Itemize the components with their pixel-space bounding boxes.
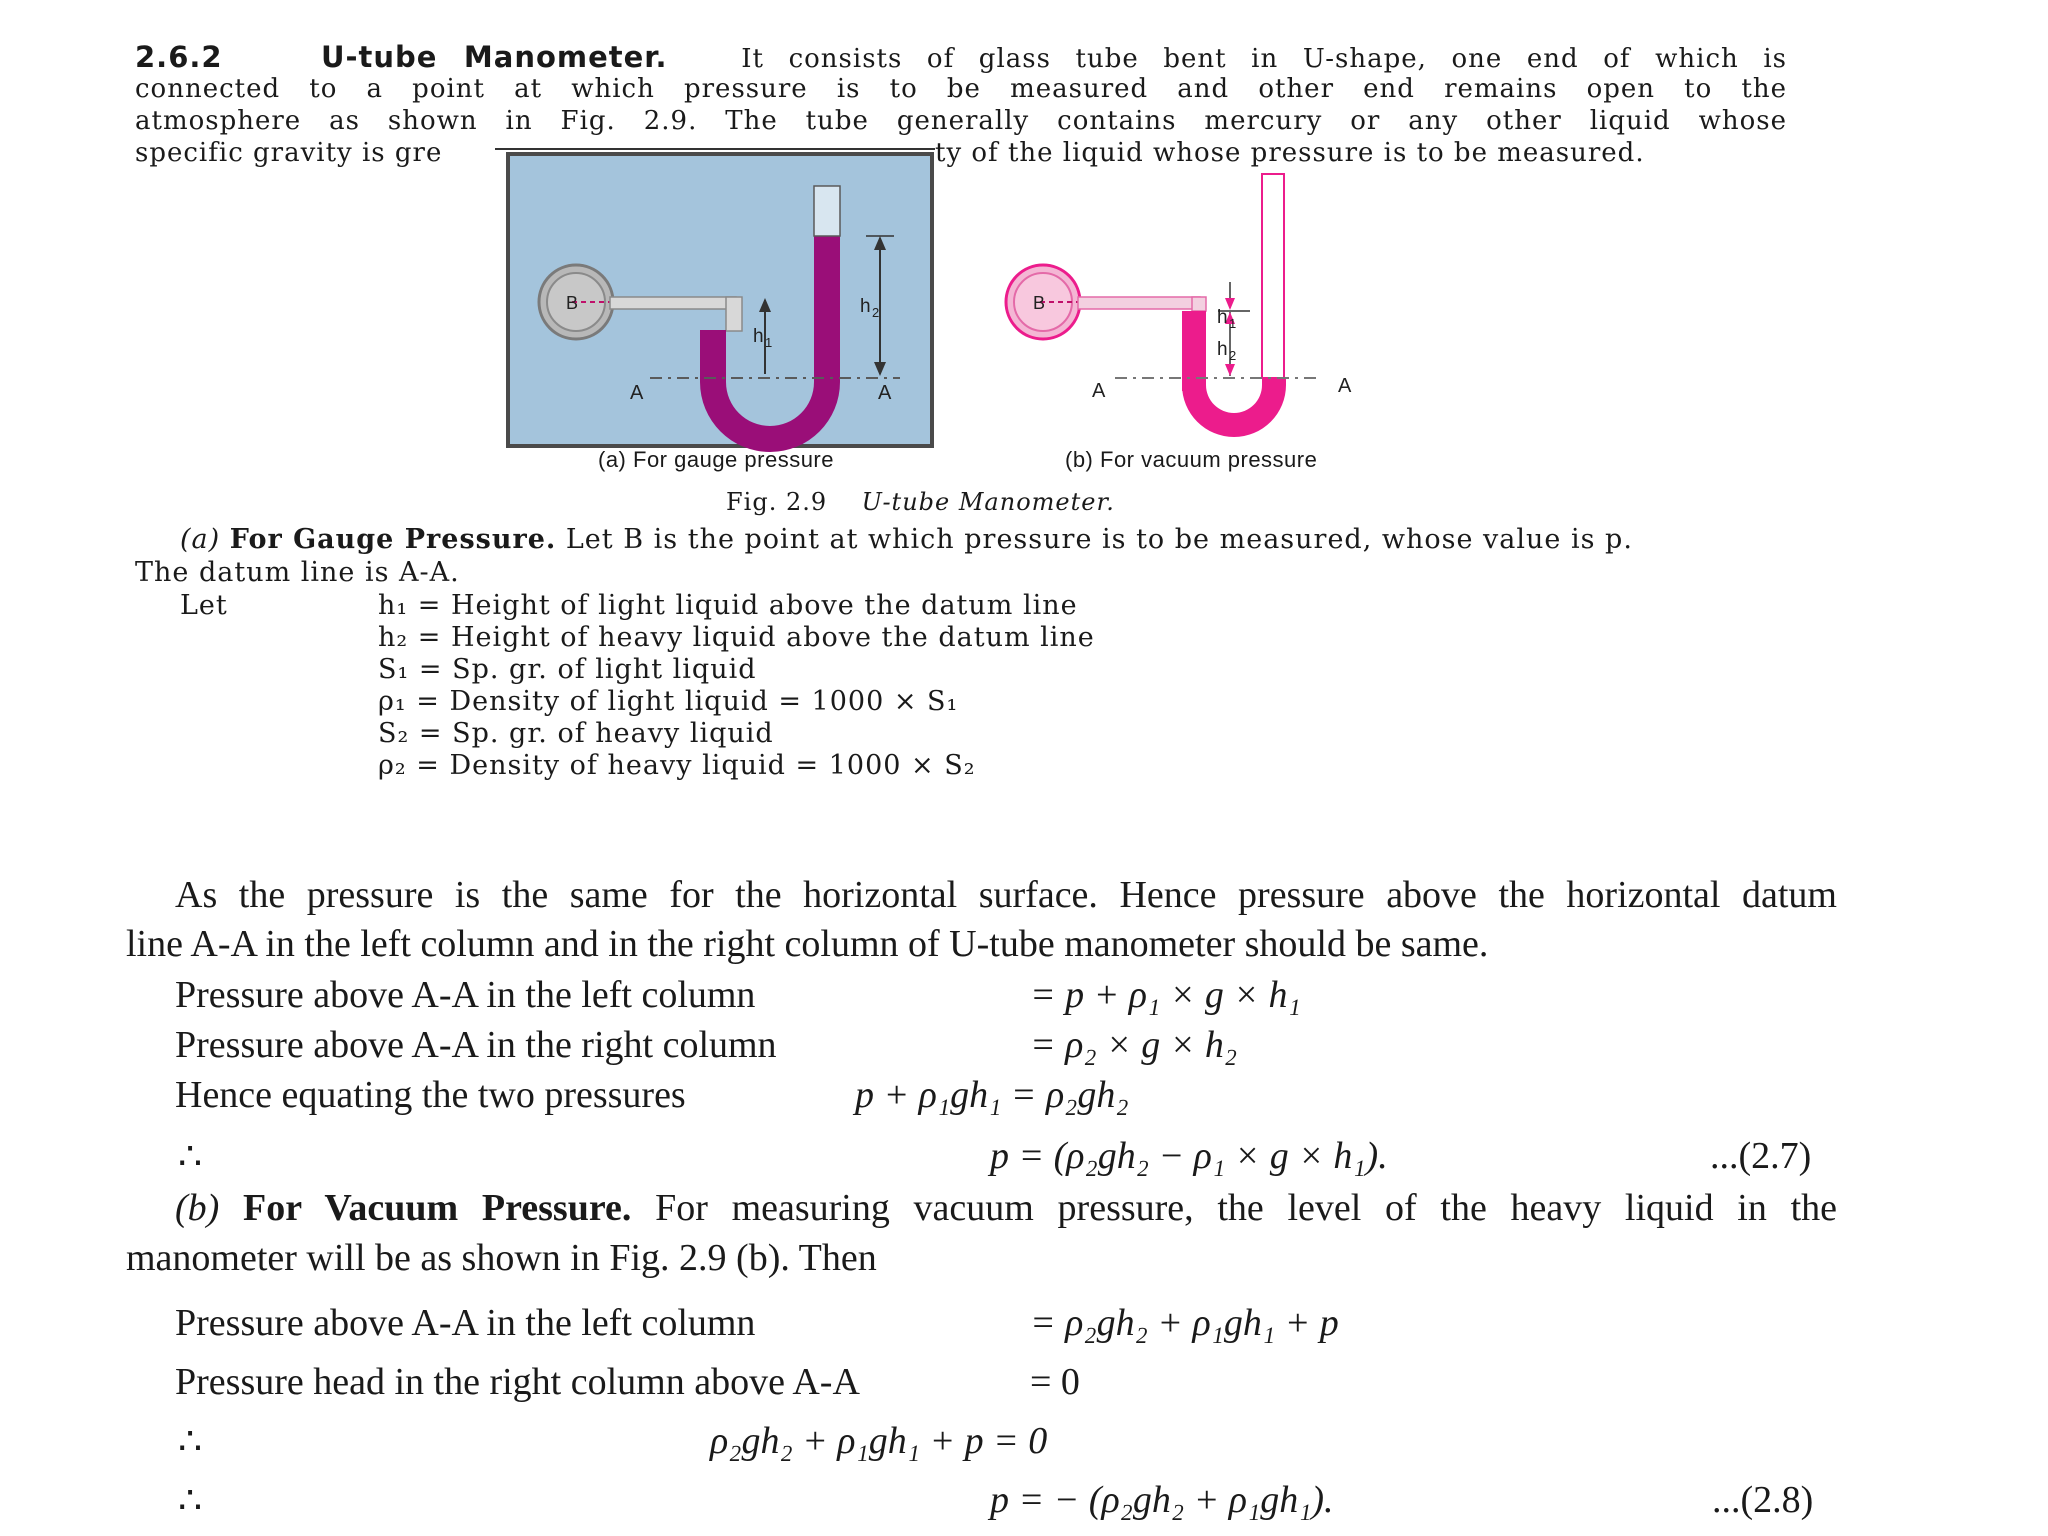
- left-column-value: = p + ρ₁ × g × h₁: [1030, 974, 1301, 1016]
- therefore-b2: ∴: [178, 1480, 203, 1522]
- eq-number-2-8: ...(2.8): [1712, 1479, 1814, 1521]
- def-h1: h₁ = Height of light liquid above the datum line: [378, 590, 1078, 621]
- vacuum-heading: For Vacuum Pressure.: [243, 1187, 632, 1229]
- section-title: U-tube Manometer.: [320, 40, 668, 74]
- label-h2-a: h: [860, 296, 871, 317]
- equating-label: Hence equating the two pressures: [175, 1074, 686, 1116]
- label-h1-a-sub: 1: [765, 335, 773, 350]
- label-A-right-b: A: [1338, 375, 1352, 397]
- label-A-left-b: A: [1092, 380, 1106, 402]
- def-h2: h₂ = Height of heavy liquid above the datum line: [378, 622, 1095, 653]
- therefore-a: ∴: [178, 1136, 203, 1178]
- label-h2-a-sub: 2: [872, 305, 880, 320]
- vac-left-column-label: Pressure above A-A in the left column: [175, 1302, 756, 1344]
- vac-right-column-label: Pressure head in the right column above A-A: [175, 1361, 860, 1403]
- caption-b: (b) For vacuum pressure: [1065, 447, 1318, 472]
- vac-left-column-value: = ρ₂gh₂ + ρ₁gh₁ + p: [1030, 1302, 1339, 1344]
- label-h1-b-sub: 1: [1229, 316, 1237, 331]
- panel-a: [508, 154, 932, 452]
- gauge-heading: For Gauge Pressure.: [229, 524, 557, 555]
- derivation-para-line2: line A-A in the left column and in the right column of U-tube manometer should be same.: [126, 923, 1489, 965]
- derivation-para-line1: As the pressure is the same for the horizontal surface. Hence pressure above the horizontal datum: [175, 874, 1837, 916]
- gauge-paragraph: [180, 524, 1633, 555]
- label-B-a: B: [566, 293, 579, 313]
- label-B-b: B: [1033, 293, 1046, 313]
- label-A-right-a: A: [878, 382, 892, 404]
- label-h1-b: h: [1217, 307, 1228, 328]
- left-column-label: Pressure above A-A in the left column: [175, 974, 756, 1016]
- gauge-let: Let: [180, 590, 228, 621]
- def-rho1: ρ₁ = Density of light liquid = 1000 × S₁: [378, 686, 959, 717]
- gauge-lead: (a): [180, 524, 221, 555]
- def-rho2: ρ₂ = Density of heavy liquid = 1000 × S₂: [378, 750, 976, 781]
- vacuum-eq1: ρ₂gh₂ + ρ₁gh₁ + p = 0: [710, 1420, 1048, 1462]
- label-h2-b-sub: 2: [1229, 348, 1237, 363]
- section-number: 2.6.2: [135, 40, 223, 74]
- eq-number-2-7: ...(2.7): [1710, 1135, 1812, 1177]
- label-h1-a: h: [753, 326, 764, 347]
- figure-number: Fig. 2.9: [726, 488, 828, 516]
- figure-label: [726, 488, 1115, 516]
- label-h2-b: h: [1217, 339, 1228, 360]
- gauge-text: Let B is the point at which pressure is to be measured, whose value is p.: [565, 524, 1633, 555]
- equating-value: p + ρ₁gh₁ = ρ₂gh₂: [855, 1074, 1129, 1116]
- result-b: p = − (ρ₂gh₂ + ρ₁gh₁).: [990, 1479, 1334, 1521]
- therefore-b1: ∴: [178, 1421, 203, 1463]
- vacuum-text-1: For measuring vacuum pressure, the level of the heavy liquid in the: [655, 1187, 1837, 1229]
- intro-line-4b: ty of the liquid whose pressure is to be measured.: [935, 138, 1645, 168]
- u-tube-figure: [0, 0, 2048, 540]
- vacuum-paragraph-line1: [175, 1186, 1837, 1230]
- vacuum-lead: (b): [175, 1187, 220, 1229]
- intro-line-4a: specific gravity is gre: [135, 138, 443, 168]
- gauge-datum: The datum line is A-A.: [135, 557, 460, 588]
- result-a: p = (ρ₂gh₂ − ρ₁ × g × h₁).: [990, 1135, 1388, 1177]
- caption-a: (a) For gauge pressure: [598, 447, 834, 472]
- label-A-left-a: A: [630, 382, 644, 404]
- panel-b: [1006, 174, 1352, 437]
- figure-title: U-tube Manometer.: [861, 488, 1115, 516]
- intro-line-2: connected to a point at which pressure is to be measured and other end remains open to the: [135, 74, 1787, 104]
- def-s2: S₂ = Sp. gr. of heavy liquid: [378, 718, 774, 749]
- vacuum-paragraph-line2: manometer will be as shown in Fig. 2.9 (b). Then: [126, 1237, 877, 1279]
- vac-right-column-value: = 0: [1030, 1361, 1080, 1403]
- intro-text-1: It consists of glass tube bent in U-shape, one end of which is: [741, 44, 1788, 74]
- intro-line-3: atmosphere as shown in Fig. 2.9. The tube generally contains mercury or any other liquid whose: [135, 106, 1787, 136]
- right-column-label: Pressure above A-A in the right column: [175, 1024, 777, 1066]
- def-s1: S₁ = Sp. gr. of light liquid: [378, 654, 757, 685]
- right-column-value: = ρ₂ × g × h₂: [1030, 1024, 1238, 1066]
